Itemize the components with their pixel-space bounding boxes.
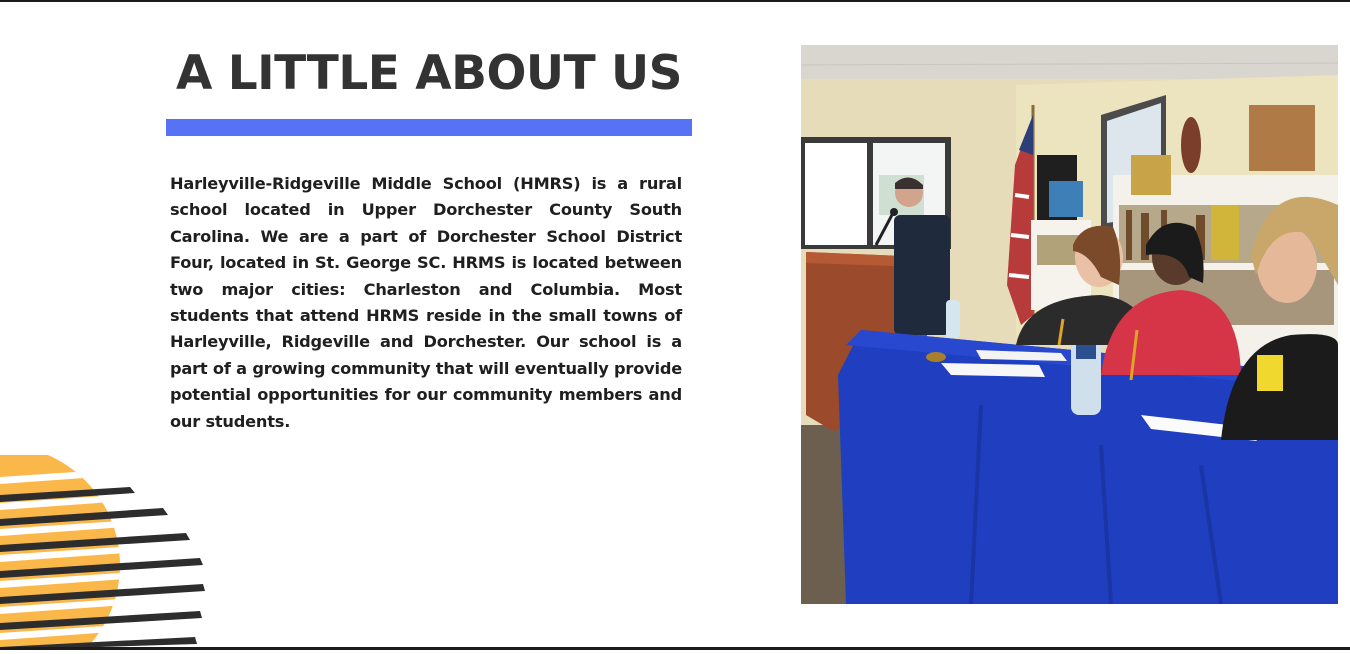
bell <box>926 352 946 362</box>
school-board-meeting-photo <box>801 45 1338 604</box>
top-border <box>0 0 1350 2</box>
title-underline-bar <box>166 119 692 136</box>
about-paragraph: Harleyville-Ridgeville Middle School (HMRS) is a rural school located in Upper Dorchester County South Carolina. We are a part of Dorchester School District Four, located in St. George SC. HRMS is located between two major cities: Charleston and Columbia. Most students that attend HRMS reside in the small towns of Harleyville, Ridgeville and Dorchester. Our school is a part of a growing community that will eventually provide potential opportunities for our community members and our students. <box>170 174 682 431</box>
striped-sun-decoration <box>0 455 210 650</box>
basket <box>1249 105 1315 171</box>
page-title: A LITTLE ABOUT US <box>175 46 683 101</box>
